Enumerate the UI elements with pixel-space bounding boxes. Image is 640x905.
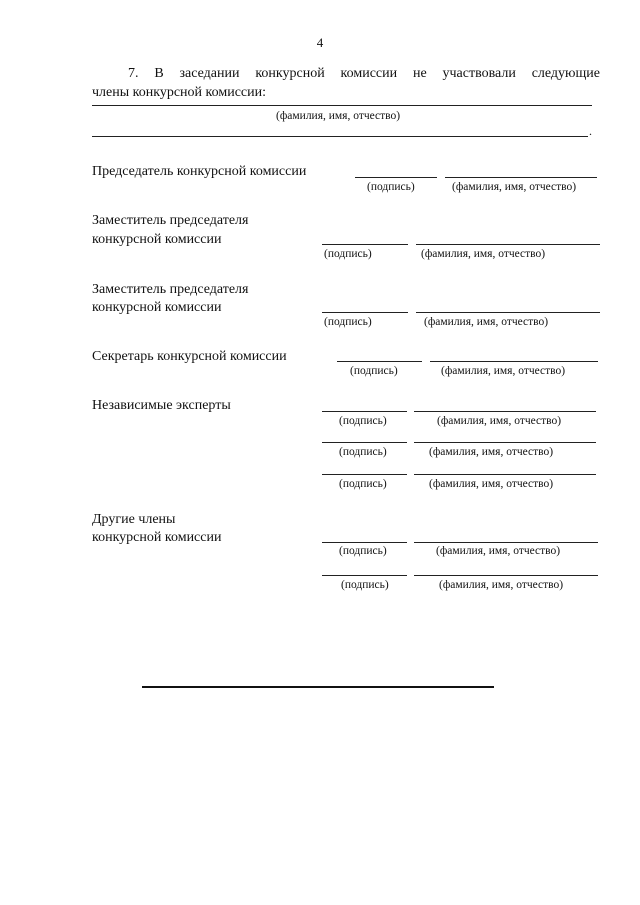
deputy-1-name-line[interactable] (416, 244, 600, 245)
deputy-2-signature-line[interactable] (322, 312, 408, 313)
other-member-2-signature-caption: (подпись) (341, 579, 389, 591)
deputy-1-signature-caption: (подпись) (324, 248, 372, 260)
chairman-signature-caption: (подпись) (367, 181, 415, 193)
expert-1-signature-line[interactable] (322, 411, 407, 412)
role-deputy-1-line-2: конкурсной комиссии (92, 232, 222, 247)
chairman-name-caption: (фамилия, имя, отчество) (452, 181, 577, 193)
expert-3-signature-caption: (подпись) (339, 478, 387, 490)
role-deputy-2-line-2: конкурсной комиссии (92, 300, 222, 315)
role-independent-experts: Независимые эксперты (92, 398, 231, 413)
page-number: 4 (316, 35, 324, 50)
secretary-name-line[interactable] (430, 361, 598, 362)
other-member-2-name-line[interactable] (414, 575, 598, 576)
secretary-signature-caption: (подпись) (350, 365, 398, 377)
absent-members-line-1[interactable] (92, 105, 592, 106)
secretary-signature-line[interactable] (337, 361, 422, 362)
item-7-line-1: 7. В заседании конкурсной комиссии не участвовали следующие (128, 66, 600, 81)
item-7-paragraph (92, 64, 600, 102)
other-member-1-signature-caption: (подпись) (339, 545, 387, 557)
expert-2-name-line[interactable] (414, 442, 596, 443)
expert-3-name-caption: (фамилия, имя, отчество) (429, 478, 554, 490)
expert-3-name-line[interactable] (414, 474, 596, 475)
absent-members-end-mark: . (589, 124, 592, 138)
other-member-1-name-caption: (фамилия, имя, отчество) (436, 545, 561, 557)
deputy-1-signature-line[interactable] (322, 244, 408, 245)
expert-2-signature-line[interactable] (322, 442, 407, 443)
role-deputy-1-line-1: Заместитель председателя (92, 213, 249, 228)
deputy-2-signature-caption: (подпись) (324, 316, 372, 328)
other-member-1-signature-line[interactable] (322, 542, 407, 543)
secretary-name-caption: (фамилия, имя, отчество) (441, 365, 566, 377)
other-member-1-name-line[interactable] (414, 542, 598, 543)
closing-rule (142, 686, 494, 688)
expert-1-name-line[interactable] (414, 411, 596, 412)
other-member-2-name-caption: (фамилия, имя, отчество) (439, 579, 564, 591)
deputy-1-name-caption: (фамилия, имя, отчество) (421, 248, 546, 260)
role-deputy-2-line-1: Заместитель председателя (92, 282, 249, 297)
item-7-line-2: члены конкурсной комиссии: (92, 85, 267, 100)
other-member-2-signature-line[interactable] (322, 575, 407, 576)
deputy-2-name-line[interactable] (416, 312, 600, 313)
expert-1-signature-caption: (подпись) (339, 415, 387, 427)
chairman-signature-line[interactable] (355, 177, 437, 178)
absent-members-line-2[interactable] (92, 136, 588, 137)
role-secretary: Секретарь конкурсной комиссии (92, 349, 287, 364)
expert-2-name-caption: (фамилия, имя, отчество) (429, 446, 554, 458)
role-chairman: Председатель конкурсной комиссии (92, 164, 307, 179)
deputy-2-name-caption: (фамилия, имя, отчество) (424, 316, 549, 328)
expert-3-signature-line[interactable] (322, 474, 407, 475)
expert-1-name-caption: (фамилия, имя, отчество) (437, 415, 562, 427)
absent-members-caption: (фамилия, имя, отчество) (276, 110, 401, 122)
expert-2-signature-caption: (подпись) (339, 446, 387, 458)
role-other-members-line-1: Другие члены (92, 512, 176, 527)
role-other-members-line-2: конкурсной комиссии (92, 530, 222, 545)
chairman-name-line[interactable] (445, 177, 597, 178)
